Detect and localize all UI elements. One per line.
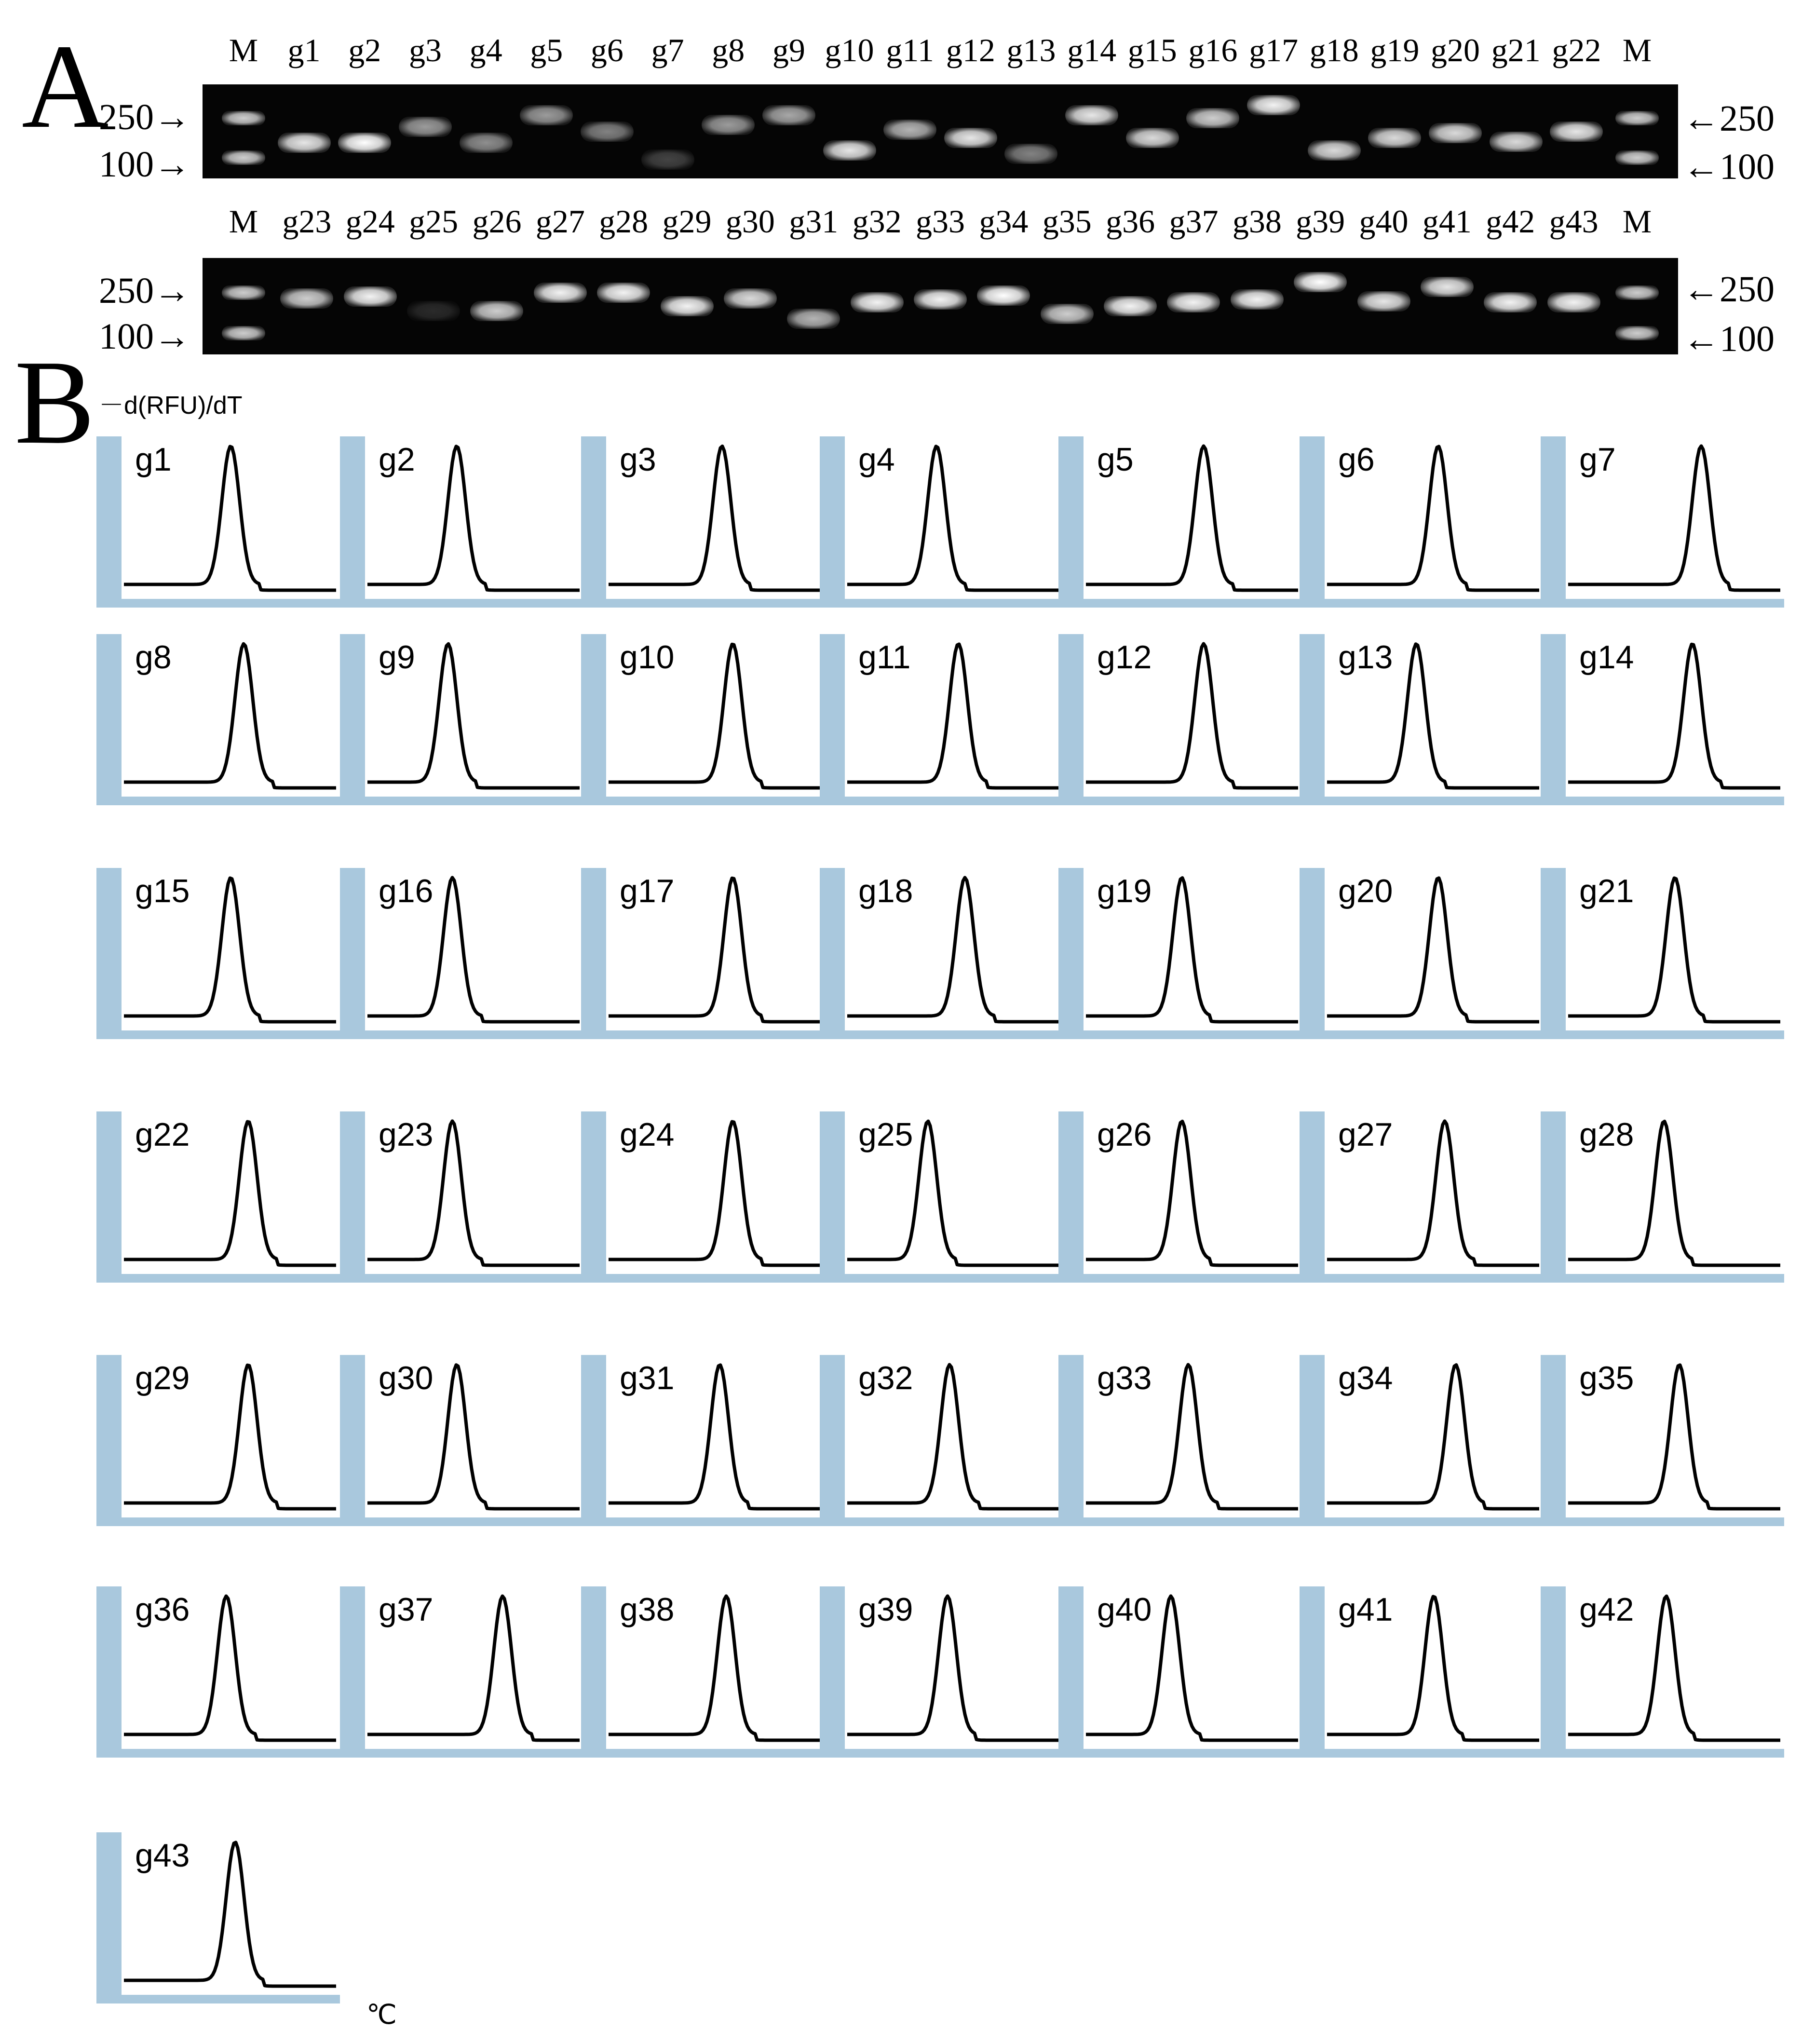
melt-curve-plot-g8 bbox=[96, 634, 340, 805]
melt-curve-label: g36 bbox=[135, 1591, 190, 1628]
melt-curve-label: g6 bbox=[1338, 441, 1375, 478]
lane-label: g4 bbox=[469, 32, 502, 68]
melt-curve-plot-g2 bbox=[340, 436, 583, 608]
melt-curve-label: g28 bbox=[1579, 1116, 1634, 1153]
dna-band bbox=[1104, 296, 1157, 316]
melt-curve-label: g17 bbox=[620, 873, 675, 909]
marker-label-250-left-bottom: 250→ bbox=[99, 271, 190, 311]
melt-curve-label: g37 bbox=[379, 1591, 434, 1628]
lane-label: M bbox=[229, 32, 258, 68]
melt-curve-plot-g11 bbox=[820, 634, 1063, 805]
melt-curve-label: g2 bbox=[379, 441, 415, 478]
lane-label: g24 bbox=[345, 203, 395, 240]
melt-curve-plot-g30 bbox=[340, 1355, 583, 1526]
dna-band bbox=[702, 115, 755, 135]
dna-band bbox=[1247, 95, 1300, 115]
melt-curve-label: g3 bbox=[620, 441, 656, 478]
melt-curve-label: g13 bbox=[1338, 639, 1393, 676]
melt-curve-plot-g24 bbox=[581, 1111, 825, 1283]
melt-curve-plot-g39 bbox=[820, 1586, 1063, 1758]
dna-band bbox=[534, 283, 587, 303]
dna-band bbox=[278, 133, 331, 153]
melt-curve-label: g39 bbox=[858, 1591, 913, 1628]
dna-band bbox=[1186, 108, 1239, 128]
lane-label: g13 bbox=[1006, 32, 1056, 68]
lane-label: g41 bbox=[1422, 203, 1472, 240]
melt-curve-label: g26 bbox=[1097, 1116, 1152, 1153]
panel-b-letter: B bbox=[14, 336, 95, 469]
lane-label: g5 bbox=[530, 32, 563, 68]
marker-label-250-right-bottom: ←250 bbox=[1683, 269, 1775, 310]
lane-label: g32 bbox=[852, 203, 902, 240]
dna-band bbox=[597, 283, 650, 303]
dna-band bbox=[581, 122, 634, 142]
lane-label: g26 bbox=[472, 203, 522, 240]
melt-curve-label: g21 bbox=[1579, 873, 1634, 909]
melt-curve-label: g40 bbox=[1097, 1591, 1152, 1628]
marker-label-100-right-top: ←100 bbox=[1683, 147, 1775, 187]
melt-curve-plot-g34 bbox=[1300, 1355, 1543, 1526]
marker-band bbox=[222, 111, 265, 125]
lane-label: M bbox=[229, 203, 258, 240]
lane-label: g7 bbox=[651, 32, 684, 68]
melt-curve-label: g34 bbox=[1338, 1360, 1393, 1396]
melt-curve-label: g38 bbox=[620, 1591, 675, 1628]
melt-curve-plot-g21 bbox=[1541, 868, 1784, 1039]
melt-curve-label: g30 bbox=[379, 1360, 434, 1396]
melt-curve-label: g27 bbox=[1338, 1116, 1393, 1153]
melt-curve-plot-g18 bbox=[820, 868, 1063, 1039]
lane-label: g6 bbox=[590, 32, 623, 68]
lane-label: g27 bbox=[535, 203, 585, 240]
dna-band bbox=[460, 133, 513, 153]
panel-a-letter: A bbox=[22, 20, 109, 153]
lane-label: g16 bbox=[1188, 32, 1238, 68]
lane-label: g36 bbox=[1106, 203, 1155, 240]
dna-band bbox=[1294, 272, 1347, 292]
lane-label: g42 bbox=[1486, 203, 1535, 240]
lane-label: g11 bbox=[886, 32, 934, 68]
dna-band bbox=[1429, 123, 1482, 143]
lane-label: g39 bbox=[1296, 203, 1345, 240]
dna-band bbox=[344, 286, 397, 307]
lane-label: g12 bbox=[946, 32, 995, 68]
lane-label: g9 bbox=[772, 32, 805, 68]
dna-band bbox=[1550, 122, 1603, 142]
melt-curve-label: g14 bbox=[1579, 639, 1634, 676]
dna-band bbox=[407, 301, 460, 321]
marker-label-100-left-bottom: 100→ bbox=[99, 316, 190, 357]
lane-label: g29 bbox=[662, 203, 712, 240]
melt-curve-plot-g15 bbox=[96, 868, 340, 1039]
lane-label: g2 bbox=[348, 32, 381, 68]
melt-curve-x-unit: ℃ bbox=[366, 1999, 397, 2030]
dna-band bbox=[944, 128, 997, 148]
dna-band bbox=[762, 105, 815, 125]
lane-label: g22 bbox=[1552, 32, 1601, 68]
dna-band bbox=[914, 289, 967, 310]
marker-label-100-left-top: 100→ bbox=[99, 144, 190, 185]
melt-curve-plot-g17 bbox=[581, 868, 825, 1039]
lane-label: g3 bbox=[408, 32, 442, 68]
melt-curve-label: g31 bbox=[620, 1360, 675, 1396]
melt-curve-plot-g1 bbox=[96, 436, 340, 608]
melt-curve-label: g25 bbox=[858, 1116, 913, 1153]
melt-curve-plot-g20 bbox=[1300, 868, 1543, 1039]
melt-curve-plot-g38 bbox=[581, 1586, 825, 1758]
dna-band bbox=[1308, 140, 1361, 161]
lane-label: g34 bbox=[979, 203, 1029, 240]
dna-band bbox=[1547, 292, 1600, 312]
melt-curve-label: g10 bbox=[620, 639, 675, 676]
melt-curve-plot-g35 bbox=[1541, 1355, 1784, 1526]
lane-label: g1 bbox=[287, 32, 321, 68]
dna-band bbox=[1421, 277, 1474, 297]
dna-band bbox=[851, 292, 904, 312]
lane-label: g14 bbox=[1067, 32, 1117, 68]
melt-curve-label: g12 bbox=[1097, 639, 1152, 676]
melt-curve-plot-g43 bbox=[96, 1832, 340, 2003]
lane-label: g19 bbox=[1370, 32, 1420, 68]
melt-curve-label: g35 bbox=[1579, 1360, 1634, 1396]
melt-curve-label: g23 bbox=[379, 1116, 434, 1153]
melt-curve-plot-g5 bbox=[1058, 436, 1302, 608]
melt-curve-plot-g32 bbox=[820, 1355, 1063, 1526]
melt-curve-label: g19 bbox=[1097, 873, 1152, 909]
melt-curve-label: g42 bbox=[1579, 1591, 1634, 1628]
melt-curve-plot-g37 bbox=[340, 1586, 583, 1758]
melt-curve-plot-g40 bbox=[1058, 1586, 1302, 1758]
lane-label: M bbox=[1622, 32, 1652, 68]
melt-curve-plot-g14 bbox=[1541, 634, 1784, 805]
lane-label: g25 bbox=[409, 203, 459, 240]
melt-curve-plot-g31 bbox=[581, 1355, 825, 1526]
dna-band bbox=[1065, 105, 1118, 125]
dna-band bbox=[1041, 304, 1094, 324]
lane-label: g10 bbox=[825, 32, 874, 68]
lane-label: g21 bbox=[1491, 32, 1541, 68]
dna-band bbox=[977, 285, 1030, 306]
melt-curve-plot-g10 bbox=[581, 634, 825, 805]
dna-band bbox=[641, 149, 694, 170]
melt-curve-label: g1 bbox=[135, 441, 172, 478]
marker-band bbox=[222, 285, 265, 300]
melt-curve-plot-g4 bbox=[820, 436, 1063, 608]
melt-curve-label: g33 bbox=[1097, 1360, 1152, 1396]
marker-label-250-right-top: ←250 bbox=[1683, 98, 1775, 139]
lane-label: g8 bbox=[712, 32, 745, 68]
melt-curve-plot-g3 bbox=[581, 436, 825, 608]
melt-curve-label: g20 bbox=[1338, 873, 1393, 909]
marker-label-100-right-bottom: ←100 bbox=[1683, 319, 1775, 359]
melt-curve-plot-g26 bbox=[1058, 1111, 1302, 1283]
melt-curve-label: g11 bbox=[858, 639, 911, 676]
dna-band bbox=[470, 301, 523, 321]
melt-curve-plot-g25 bbox=[820, 1111, 1063, 1283]
melt-curve-label: g4 bbox=[858, 441, 895, 478]
melt-curve-plot-g19 bbox=[1058, 868, 1302, 1039]
marker-band bbox=[222, 150, 265, 165]
dna-band bbox=[1167, 292, 1220, 312]
melt-curve-plot-g41 bbox=[1300, 1586, 1543, 1758]
melt-curve-label: g18 bbox=[858, 873, 913, 909]
dna-band bbox=[338, 133, 391, 153]
dna-band bbox=[1484, 292, 1537, 312]
dna-band bbox=[1490, 132, 1543, 152]
lane-label: g37 bbox=[1169, 203, 1219, 240]
lane-label: g40 bbox=[1359, 203, 1409, 240]
lane-label: g33 bbox=[916, 203, 965, 240]
melt-curve-label: g29 bbox=[135, 1360, 190, 1396]
lane-label: g15 bbox=[1127, 32, 1177, 68]
melt-curve-plot-g6 bbox=[1300, 436, 1543, 608]
dna-band bbox=[1004, 144, 1057, 164]
dna-band bbox=[520, 105, 573, 125]
melt-curve-label: g7 bbox=[1579, 441, 1616, 478]
melt-curve-plot-g13 bbox=[1300, 634, 1543, 805]
melt-curve-label: g41 bbox=[1338, 1591, 1393, 1628]
melt-curve-plot-g36 bbox=[96, 1586, 340, 1758]
dna-band bbox=[787, 309, 840, 329]
melt-curve-label: g24 bbox=[620, 1116, 675, 1153]
melt-curve-plot-g7 bbox=[1541, 436, 1784, 608]
melt-curve-label: g5 bbox=[1097, 441, 1134, 478]
lane-label: g30 bbox=[725, 203, 775, 240]
gel-image-top bbox=[203, 84, 1678, 178]
gel-image-bottom bbox=[203, 258, 1678, 354]
lane-label: g28 bbox=[599, 203, 649, 240]
dna-band bbox=[823, 140, 876, 161]
melt-curve-plot-g42 bbox=[1541, 1586, 1784, 1758]
marker-band bbox=[222, 326, 265, 340]
melt-curve-label: g43 bbox=[135, 1837, 190, 1874]
melt-curve-plot-g27 bbox=[1300, 1111, 1543, 1283]
dna-band bbox=[1126, 128, 1179, 148]
melt-curve-label: g22 bbox=[135, 1116, 190, 1153]
marker-band bbox=[1615, 150, 1659, 165]
lane-label: g18 bbox=[1309, 32, 1359, 68]
melt-curve-plot-g16 bbox=[340, 868, 583, 1039]
lane-label: M bbox=[1622, 203, 1652, 240]
melt-curve-plot-g12 bbox=[1058, 634, 1302, 805]
melt-curve-label: g15 bbox=[135, 873, 190, 909]
dna-band bbox=[399, 117, 452, 137]
melt-curve-label: g32 bbox=[858, 1360, 913, 1396]
lane-label: g35 bbox=[1042, 203, 1092, 240]
marker-band bbox=[1615, 285, 1659, 300]
melt-curve-plot-g23 bbox=[340, 1111, 583, 1283]
lane-label: g43 bbox=[1549, 203, 1599, 240]
dna-band bbox=[1231, 289, 1284, 310]
marker-band bbox=[1615, 326, 1659, 340]
melt-curve-plot-g29 bbox=[96, 1355, 340, 1526]
melt-curve-label: g9 bbox=[379, 639, 415, 676]
melt-curve-plot-g9 bbox=[340, 634, 583, 805]
melt-curve-label: g16 bbox=[379, 873, 434, 909]
lane-label: g20 bbox=[1431, 32, 1480, 68]
dna-band bbox=[280, 288, 333, 309]
dna-band bbox=[883, 120, 936, 140]
dna-band bbox=[661, 296, 714, 316]
lane-label: g31 bbox=[789, 203, 839, 240]
dna-band bbox=[1357, 291, 1410, 311]
marker-label-250-left-top: 250→ bbox=[99, 97, 190, 137]
melt-curve-plot-g28 bbox=[1541, 1111, 1784, 1283]
lane-label: g23 bbox=[282, 203, 332, 240]
lane-label: g38 bbox=[1232, 203, 1282, 240]
melt-curve-plot-g22 bbox=[96, 1111, 340, 1283]
lane-label: g17 bbox=[1249, 32, 1299, 68]
melt-curve-plot-g33 bbox=[1058, 1355, 1302, 1526]
melt-curve-y-axis-label: －d(RFU)/dT bbox=[99, 392, 243, 420]
marker-band bbox=[1615, 111, 1659, 125]
melt-curve-label: g8 bbox=[135, 639, 172, 676]
dna-band bbox=[1368, 128, 1421, 148]
dna-band bbox=[724, 288, 777, 309]
